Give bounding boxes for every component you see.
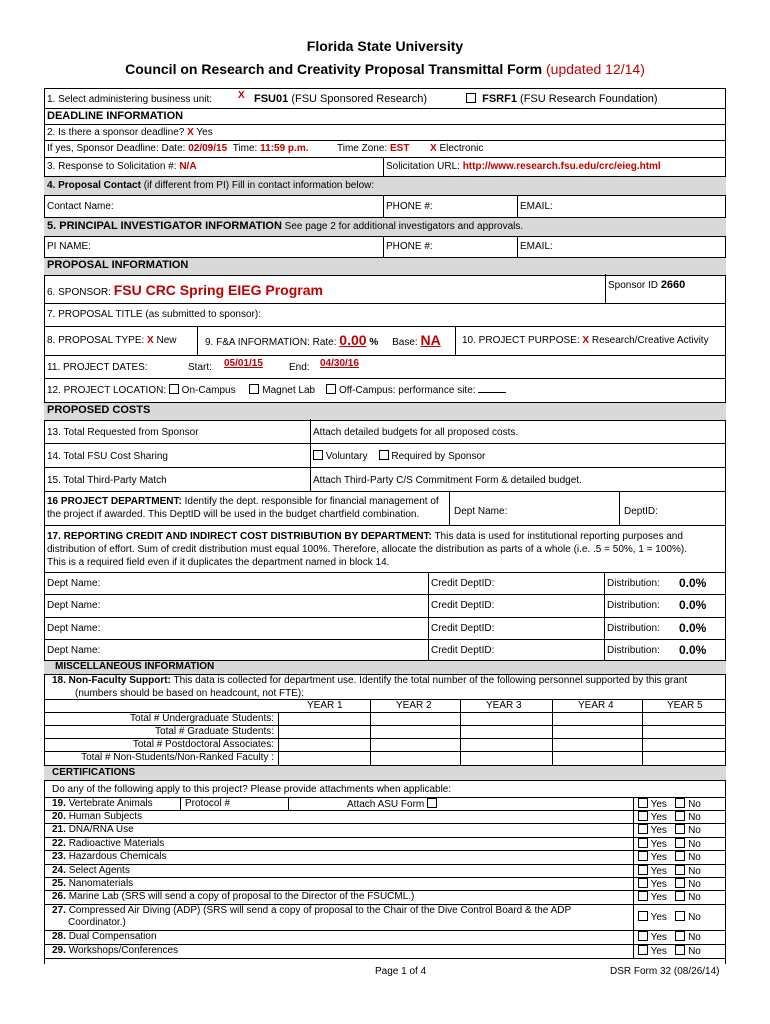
cert-item	[52, 811, 142, 822]
yes-label: Yes	[650, 839, 667, 850]
cert-num: 23.	[52, 851, 66, 862]
divider	[44, 617, 726, 618]
cert-item	[52, 878, 133, 889]
proposal-heading: PROPOSAL INFORMATION	[47, 259, 189, 271]
cert-num: 28.	[52, 931, 66, 942]
divider	[44, 944, 726, 945]
voluntary-checkbox[interactable]	[313, 450, 323, 460]
no-label: No	[688, 799, 701, 810]
form-title	[0, 61, 770, 77]
no-checkbox[interactable]	[675, 931, 685, 941]
deadline-tz	[337, 143, 409, 154]
dist-row-dist-label: Distribution:	[607, 645, 660, 656]
purpose-mark[interactable]: X	[582, 335, 590, 346]
divider	[604, 572, 605, 660]
pi-phone-label[interactable]: PHONE #:	[386, 241, 433, 252]
yes-checkbox[interactable]	[638, 838, 648, 848]
project-dates-label: 11. PROJECT DATES:	[47, 362, 148, 373]
divider	[44, 443, 726, 444]
project-purpose: 10. PROJECT PURPOSE: X Research/Creative Activity	[462, 335, 709, 346]
fa-rate[interactable]: 0.00	[339, 332, 367, 348]
start-label: Start:	[188, 362, 212, 373]
solicitation-value[interactable]: N/A	[179, 161, 197, 172]
cert-text: Radioactive Materials	[68, 838, 165, 849]
cost-15-note: Attach Third-Party C/S Commitment Form & detailed budget.	[313, 475, 582, 486]
yes-label: Yes	[650, 932, 667, 943]
cert-num: 25.	[52, 878, 66, 889]
dept17-line3: This is a required field even if it duplicates the department named in block 14.	[47, 557, 390, 568]
divider	[642, 699, 643, 765]
divider	[310, 419, 311, 491]
fa-pct: %	[369, 337, 379, 348]
fsu01-option[interactable]	[254, 93, 427, 105]
cert-heading: CERTIFICATIONS	[52, 767, 136, 778]
cert-item	[52, 865, 130, 876]
business-unit-label: 1. Select administering business unit:	[47, 94, 213, 105]
cert-num: 20.	[52, 811, 66, 822]
contact-email-label[interactable]: EMAIL:	[520, 201, 553, 212]
yes-no-pair	[638, 878, 701, 890]
divider	[44, 467, 726, 468]
divider	[517, 236, 518, 257]
cert-item	[52, 891, 414, 902]
contact-heading	[47, 180, 374, 191]
divider	[449, 491, 450, 525]
divider	[44, 890, 726, 891]
yes-checkbox[interactable]	[638, 851, 648, 861]
yes-checkbox[interactable]	[638, 865, 648, 875]
cert-text: Workshops/Conferences	[68, 945, 178, 956]
proposal-type	[47, 335, 177, 346]
cert-text: Dual Compensation	[68, 931, 157, 942]
no-checkbox[interactable]	[675, 945, 685, 955]
proposal-title-label[interactable]: 7. PROPOSAL TITLE (as submitted to sponsor):	[47, 309, 261, 320]
cert-num: 24.	[52, 865, 66, 876]
proposal-type-value: New	[156, 335, 177, 346]
dist-row-dist-label: Distribution:	[607, 623, 660, 634]
dist-row-value[interactable]: 0.0%	[679, 576, 707, 590]
off-campus-site-field[interactable]	[478, 392, 506, 393]
divider	[517, 195, 518, 217]
divider	[633, 797, 634, 958]
no-label: No	[688, 932, 701, 943]
solicitation-number	[47, 161, 197, 172]
no-checkbox[interactable]	[675, 865, 685, 875]
cert-num: 22.	[52, 838, 66, 849]
no-label: No	[688, 892, 701, 903]
divider	[383, 195, 384, 217]
dist-row-dist-label: Distribution:	[607, 600, 660, 611]
divider	[44, 525, 726, 526]
divider	[605, 274, 606, 303]
off-campus-checkbox[interactable]	[326, 384, 336, 394]
divider	[44, 837, 726, 838]
electronic-mark[interactable]: X	[430, 143, 437, 154]
fa-label: 9. F&A INFORMATION: Rate:	[205, 337, 337, 348]
divider	[44, 594, 726, 595]
deadline-yes-text: Yes	[196, 127, 213, 138]
form-title-text: Council on Research and Creativity Proposal Transmittal Form	[125, 61, 543, 77]
personnel-row-label: Total # Undergraduate Students:	[130, 713, 274, 724]
purpose-value: Research/Creative Activity	[591, 335, 709, 346]
divider	[460, 699, 461, 765]
divider	[44, 157, 726, 158]
purpose-label: 10. PROJECT PURPOSE	[462, 335, 577, 346]
sponsor-value[interactable]: FSU CRC Spring EIEG Program	[113, 282, 323, 298]
magnet-lab-label: Magnet Lab	[262, 385, 316, 396]
year-header: YEAR 2	[396, 700, 432, 711]
divider	[44, 699, 726, 700]
divider	[44, 108, 726, 109]
end-date[interactable]: 04/30/16	[320, 358, 359, 369]
divider	[44, 378, 726, 379]
fsu01-code: FSU01	[254, 93, 289, 105]
solicitation-label: 3. Response to Solicitation #:	[47, 161, 177, 172]
yes-no-pair	[638, 798, 701, 810]
proposal-type-mark[interactable]: X	[147, 335, 154, 346]
yes-no-pair	[638, 851, 701, 863]
no-checkbox[interactable]	[675, 851, 685, 861]
pi-heading-note: See page 2 for additional investigators and approvals.	[284, 221, 524, 232]
no-checkbox[interactable]	[675, 891, 685, 901]
cert-text: DNA/RNA Use	[68, 824, 134, 835]
cost-14-options	[313, 450, 485, 462]
project-location: 12. PROJECT LOCATION: On-Campus Magnet Lab Off-Campus: performance site:	[47, 384, 506, 396]
contact-phone-label[interactable]: PHONE #:	[386, 201, 433, 212]
divider	[619, 491, 620, 525]
costs-heading: PROPOSED COSTS	[47, 404, 151, 416]
solicitation-url	[386, 161, 661, 172]
year-header: YEAR 5	[667, 700, 703, 711]
cost-15-label[interactable]: 15. Total Third-Party Match	[47, 475, 167, 486]
form-number: DSR Form 32 (08/26/14)	[610, 966, 720, 977]
cert-num: 26.	[52, 891, 66, 902]
misc-q18-line1	[52, 675, 687, 686]
yes-checkbox[interactable]	[638, 824, 648, 834]
deadline-yes-mark[interactable]: X	[187, 127, 194, 138]
cert-num: 27.	[52, 905, 66, 916]
fa-base[interactable]: NA	[420, 332, 441, 348]
dist-row-value[interactable]: 0.0%	[679, 598, 707, 612]
fsrf1-option[interactable]	[466, 93, 658, 105]
deadline-question	[47, 127, 213, 138]
misc-q18-text: This data is collected for department use. Identify the total number of the following personnel supported by this grant	[173, 675, 688, 686]
solicitation-url-value[interactable]: http://www.research.fsu.edu/crc/eieg.html	[462, 161, 661, 172]
dept17-line1	[47, 531, 683, 542]
end-label: End:	[289, 362, 310, 373]
sponsor-id-label: Sponsor ID	[608, 280, 659, 291]
sponsor-id	[608, 279, 685, 291]
dist-row-name[interactable]: Dept Name:	[47, 600, 101, 611]
fsrf1-code: FSRF1	[482, 93, 517, 105]
no-label: No	[688, 866, 701, 877]
no-label: No	[688, 946, 701, 957]
cert-text: Human Subjects	[68, 811, 143, 822]
dept16-id-label[interactable]: DeptID:	[624, 506, 658, 517]
yes-no-pair	[638, 945, 701, 957]
sponsor-row	[47, 282, 323, 298]
deadline-date-label: If yes, Sponsor Deadline: Date:	[47, 143, 186, 154]
deadline-date[interactable]: 02/09/15	[188, 143, 228, 154]
divider	[44, 810, 726, 811]
dist-row-value[interactable]: 0.0%	[679, 621, 707, 635]
cert-item	[52, 851, 167, 862]
divider	[44, 958, 726, 959]
cost-13-label[interactable]: 13. Total Requested from Sponsor	[47, 427, 199, 438]
yes-no-pair	[638, 911, 701, 923]
no-label: No	[688, 852, 701, 863]
yes-label: Yes	[650, 879, 667, 890]
form-updated: (updated 12/14)	[546, 61, 645, 77]
pi-heading-bold: 5. PRINCIPAL INVESTIGATOR INFORMATION	[47, 220, 282, 232]
yes-no-pair	[638, 865, 701, 877]
dist-row-name[interactable]: Dept Name:	[47, 578, 101, 589]
yes-no-pair	[638, 931, 701, 943]
misc-q18-line2: (numbers should be based on headcount, not FTE):	[75, 688, 305, 699]
yes-checkbox[interactable]	[638, 878, 648, 888]
yes-label: Yes	[650, 912, 667, 923]
divider	[44, 864, 726, 865]
dept17-line2: distribution of effort. Sum of credit distribution must equal 100%. Therefore, allocate the distribution as parts of a whole (i.e. .5 = 50%, 1 = 100%).	[47, 544, 687, 555]
on-campus-label: On-Campus	[181, 385, 236, 396]
cert-heading-bar	[44, 765, 726, 781]
pi-email-label[interactable]: EMAIL:	[520, 241, 553, 252]
no-checkbox[interactable]	[675, 911, 685, 921]
dept16-text1: Identify the dept. responsible for financial management of	[184, 496, 439, 507]
yes-checkbox[interactable]	[638, 911, 648, 921]
off-campus-label: Off-Campus: performance site:	[339, 385, 476, 396]
yes-checkbox[interactable]	[638, 931, 648, 941]
divider	[278, 712, 279, 765]
divider	[44, 355, 726, 356]
divider	[455, 327, 456, 355]
cert-text: Compressed Air Diving (ADP) (SRS will send a copy of proposal to the Chair of the Dive Control Board & the ADP	[68, 905, 572, 916]
magnet-lab-checkbox[interactable]	[249, 384, 259, 394]
no-label: No	[688, 879, 701, 890]
no-label: No	[688, 839, 701, 850]
asu-form-label: Attach ASU Form	[347, 799, 425, 810]
dist-row-credit[interactable]: Credit DeptID:	[431, 645, 495, 656]
year-header: YEAR 3	[486, 700, 522, 711]
yes-label: Yes	[650, 812, 667, 823]
contact-heading-bold: 4. Proposal Contact	[47, 180, 141, 191]
divider	[44, 140, 726, 141]
personnel-row-label: Total # Non-Students/Non-Ranked Faculty :	[81, 752, 274, 763]
yes-checkbox[interactable]	[638, 891, 648, 901]
cert-text: Vertebrate Animals	[68, 798, 153, 809]
fa-info	[205, 332, 441, 348]
dept16-line2: the project if awarded. This DeptID will be used in the budget chartfield combination.	[47, 509, 420, 520]
cert-num: 21.	[52, 824, 66, 835]
dist-row-credit[interactable]: Credit DeptID:	[431, 600, 495, 611]
dept17-bold: 17. REPORTING CREDIT AND INDIRECT COST DISTRIBUTION BY DEPARTMENT:	[47, 531, 432, 542]
start-date[interactable]: 05/01/15	[224, 358, 263, 369]
no-checkbox[interactable]	[675, 878, 685, 888]
divider	[44, 877, 726, 878]
dept17-text1: This data is used for institutional reporting purposes and	[434, 531, 683, 542]
cert-text: Hazardous Chemicals	[68, 851, 167, 862]
cost-14-label[interactable]: 14. Total FSU Cost Sharing	[47, 451, 168, 462]
electronic-text: Electronic	[439, 143, 484, 154]
cert-num: 29.	[52, 945, 66, 956]
divider	[44, 572, 726, 573]
dist-row-value[interactable]: 0.0%	[679, 643, 707, 657]
no-label: No	[688, 825, 701, 836]
deadline-tz-value[interactable]: EST	[389, 143, 410, 154]
deadline-time[interactable]: 11:59 p.m.	[260, 143, 309, 154]
divider	[44, 124, 726, 125]
required-checkbox[interactable]	[379, 450, 389, 460]
university-title: Florida State University	[306, 38, 464, 54]
contact-heading-rest: (if different from PI) Fill in contact information below:	[143, 180, 375, 191]
cert-item	[52, 798, 153, 809]
dist-row-credit[interactable]: Credit DeptID:	[431, 578, 495, 589]
cert-intro: Do any of the following apply to this project? Please provide attachments when applicable:	[52, 784, 452, 795]
divider	[370, 699, 371, 765]
yes-no-pair	[638, 824, 701, 836]
year-header: YEAR 1	[307, 700, 343, 711]
location-label: 12. PROJECT LOCATION	[47, 385, 164, 396]
year-header: YEAR 4	[578, 700, 614, 711]
on-campus-checkbox[interactable]	[169, 384, 179, 394]
sponsor-id-value[interactable]: 2660	[660, 279, 686, 291]
page-number: Page 1 of 4	[375, 966, 427, 977]
yes-no-pair	[638, 891, 701, 903]
no-checkbox[interactable]	[675, 811, 685, 821]
cert-item	[52, 931, 157, 942]
fa-base-label: Base:	[392, 337, 418, 348]
divider	[197, 327, 198, 355]
fsu01-name: (FSU Sponsored Research)	[291, 93, 428, 105]
proposal-type-label: 8. PROPOSAL TYPE:	[47, 335, 145, 346]
fsrf1-name: (FSU Research Foundation)	[520, 93, 658, 105]
cert-item	[52, 905, 571, 916]
divider	[383, 236, 384, 257]
divider	[44, 639, 726, 640]
yes-label: Yes	[650, 852, 667, 863]
no-label: No	[688, 812, 701, 823]
dist-row-credit[interactable]: Credit DeptID:	[431, 623, 495, 634]
yes-checkbox[interactable]	[638, 798, 648, 808]
dist-row-dist-label: Distribution:	[607, 578, 660, 589]
cert-text: Nanomaterials	[68, 878, 134, 889]
personnel-row-label: Total # Postdoctoral Associates:	[132, 739, 274, 750]
no-checkbox[interactable]	[675, 838, 685, 848]
divider	[383, 157, 384, 176]
divider	[44, 930, 726, 931]
asu-form-checkbox[interactable]	[427, 798, 437, 808]
personnel-row-label: Total # Graduate Students:	[155, 726, 274, 737]
dist-row-name[interactable]: Dept Name:	[47, 623, 101, 634]
dept16-line1	[47, 496, 439, 507]
fsrf1-checkbox[interactable]	[466, 93, 476, 103]
voluntary-label: Voluntary	[325, 451, 368, 462]
pi-name-label[interactable]: PI NAME:	[47, 241, 91, 252]
no-checkbox[interactable]	[675, 798, 685, 808]
contact-name-label[interactable]: Contact Name:	[47, 201, 114, 212]
asu-form	[347, 798, 437, 810]
cert-item	[52, 945, 178, 956]
yes-label: Yes	[650, 866, 667, 877]
form-top-border	[44, 88, 726, 89]
divider	[44, 823, 726, 824]
divider	[44, 491, 726, 492]
cert-item-27-cont: Coordinator.)	[68, 917, 126, 928]
solicitation-url-label: Solicitation URL:	[386, 161, 460, 172]
yes-label: Yes	[650, 825, 667, 836]
deadline-heading: DEADLINE INFORMATION	[47, 110, 184, 122]
misc-q18-bold: 18. Non-Faculty Support:	[52, 675, 171, 686]
divider	[44, 904, 726, 905]
deadline-tz-label: Time Zone:	[337, 143, 388, 154]
no-label: No	[688, 912, 701, 923]
cert-text: Marine Lab (SRS will send a copy of proposal to the Director of the FSUCML.)	[68, 891, 415, 902]
no-checkbox[interactable]	[675, 824, 685, 834]
cert-text: Select Agents	[68, 865, 130, 876]
cert-item	[52, 838, 164, 849]
misc-heading: MISCELLANEOUS INFORMATION	[55, 661, 215, 672]
deadline-details	[47, 143, 308, 154]
yes-checkbox[interactable]	[638, 811, 648, 821]
yes-label: Yes	[650, 799, 667, 810]
divider	[44, 850, 726, 851]
sponsor-label: 6. SPONSOR:	[47, 287, 111, 298]
yes-label: Yes	[650, 946, 667, 957]
deadline-time-label: Time:	[232, 143, 258, 154]
divider	[180, 797, 181, 810]
divider	[288, 797, 289, 810]
protocol-label[interactable]: Protocol #	[185, 798, 231, 809]
yes-no-pair	[638, 838, 701, 850]
divider	[428, 572, 429, 660]
cost-13-note: Attach detailed budgets for all proposed costs.	[313, 427, 519, 438]
dept16-name-label[interactable]: Dept Name:	[454, 506, 508, 517]
pi-heading	[47, 220, 523, 232]
divider	[44, 303, 726, 304]
dist-row-name[interactable]: Dept Name:	[47, 645, 101, 656]
required-label: Required by Sponsor	[391, 451, 486, 462]
divider	[44, 326, 726, 327]
divider	[552, 699, 553, 765]
dept16-bold: 16 PROJECT DEPARTMENT:	[47, 496, 182, 507]
deadline-electronic	[430, 143, 483, 154]
deadline-q-text: 2. Is there a sponsor deadline?	[47, 127, 185, 138]
yes-label: Yes	[650, 892, 667, 903]
fsu01-mark[interactable]: X	[238, 90, 245, 101]
cert-item	[52, 824, 134, 835]
cert-num: 19.	[52, 798, 66, 809]
yes-no-pair	[638, 811, 701, 823]
yes-checkbox[interactable]	[638, 945, 648, 955]
